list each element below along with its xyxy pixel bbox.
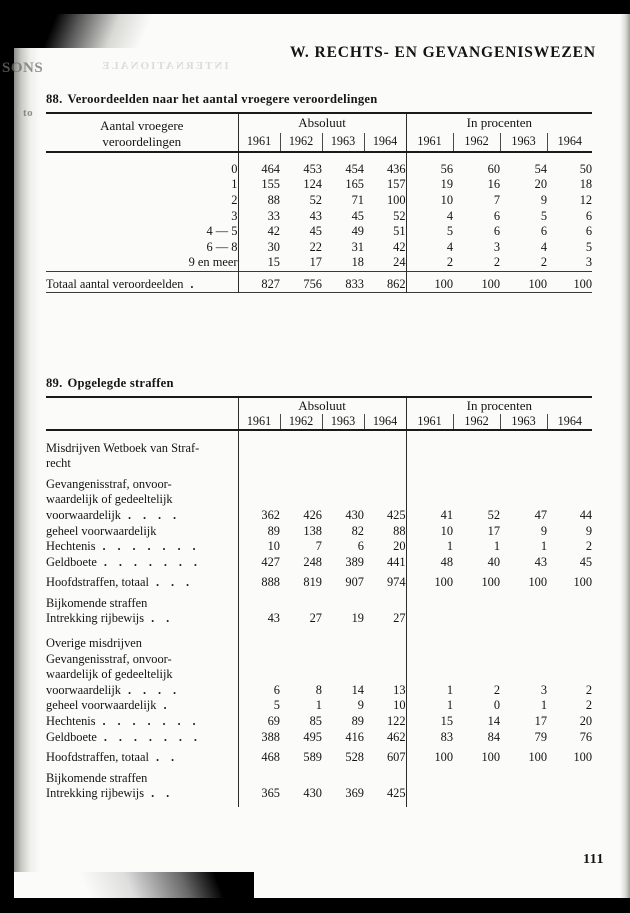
cell: 907 xyxy=(345,575,364,590)
spacer-row xyxy=(46,627,592,636)
cell: 19 xyxy=(406,177,453,193)
cell: 54 xyxy=(534,161,548,176)
cell: 833 xyxy=(345,276,364,291)
cell: 454 xyxy=(345,161,364,176)
table-88-caption xyxy=(46,92,598,107)
cell: 6 xyxy=(585,208,593,223)
table-row xyxy=(46,177,592,193)
cell: 4 xyxy=(406,239,453,255)
cell: 6 xyxy=(357,539,364,554)
cell: 607 xyxy=(386,750,406,765)
bleed-through-text-left-top: SONS xyxy=(2,60,44,76)
cell: 76 xyxy=(579,729,593,744)
table-89-year-abs-2: 1963 xyxy=(322,414,364,430)
table-88-block xyxy=(36,92,598,298)
cell: 9 xyxy=(540,192,548,207)
leader-dots: . . . xyxy=(156,575,194,590)
cell: 7 xyxy=(493,192,501,207)
cell: 464 xyxy=(238,162,280,178)
table-88-header-rule xyxy=(46,152,592,162)
cell: 8 xyxy=(315,682,322,697)
running-head: W. RECHTS- EN GEVANGENISWEZEN xyxy=(289,44,596,61)
leader-dots: . . . . . . . xyxy=(102,539,201,554)
cell: 20 xyxy=(534,177,548,192)
table-88-year-abs-0: 1961 xyxy=(238,133,280,152)
table-row xyxy=(46,492,592,508)
cell: 3 xyxy=(585,255,593,270)
cell: 22 xyxy=(309,239,322,254)
page-curve-top xyxy=(14,14,194,48)
s2-licence-label: Intrekking rijbewijs . . xyxy=(46,786,174,801)
page-right-edge xyxy=(620,14,630,898)
cell: 47 xyxy=(534,507,548,522)
cell: 6 xyxy=(493,224,501,239)
cell: 45 xyxy=(309,224,322,239)
cell: 0 xyxy=(493,698,501,713)
table-89-section2-head-row xyxy=(46,636,592,652)
cell: 1 xyxy=(406,539,453,555)
leader-dots: . . . . xyxy=(128,682,181,697)
cell: 100 xyxy=(573,276,593,291)
cell: 20 xyxy=(579,714,593,729)
table-88-row-label-6: 9 en meer xyxy=(188,255,238,270)
cell: 389 xyxy=(345,554,364,569)
cell: 819 xyxy=(303,575,322,590)
cell: 453 xyxy=(303,161,322,176)
table-row xyxy=(46,786,592,802)
s2-detention-label: Hechtenis . . . . . . . xyxy=(46,714,201,729)
cell: 6 xyxy=(493,208,501,223)
cell: 52 xyxy=(487,507,501,522)
cell: 79 xyxy=(534,729,548,744)
cell: 17 xyxy=(534,714,548,729)
table-row xyxy=(46,667,592,683)
s1-licence-label: Intrekking rijbewijs . . xyxy=(46,611,174,626)
cell: 2 xyxy=(540,255,548,270)
table-89-section2-head: Overige misdrijven xyxy=(46,636,143,651)
cell: 3 xyxy=(493,239,501,254)
cell: 416 xyxy=(345,729,364,744)
cell: 43 xyxy=(534,554,548,569)
table-89-year-pct-1: 1962 xyxy=(453,414,500,430)
cell: 589 xyxy=(303,750,322,765)
cell: 44 xyxy=(579,507,593,522)
cell: 51 xyxy=(393,224,406,239)
cell: 88 xyxy=(238,193,280,209)
s1-prison-line2: waardelijk of gedeeltelijk xyxy=(46,492,173,507)
cell: 5 xyxy=(238,698,280,714)
cell: 365 xyxy=(238,786,280,802)
table-row xyxy=(46,193,592,209)
cell: 426 xyxy=(303,507,322,522)
cell: 12 xyxy=(579,192,593,207)
cell: 388 xyxy=(238,729,280,745)
bleed-through-header: INTERNATIONALE xyxy=(100,60,229,72)
cell: 1 xyxy=(406,683,453,699)
cell: 430 xyxy=(303,786,322,801)
cell: 2 xyxy=(493,682,501,697)
table-89-group-absolute: Absoluut xyxy=(238,397,406,414)
cell: 100 xyxy=(481,276,501,291)
table-88-row-label-3: 3 xyxy=(231,208,238,223)
leader-dots: . . xyxy=(151,611,174,626)
cell: 82 xyxy=(351,523,364,538)
cell: 48 xyxy=(406,554,453,570)
cell: 20 xyxy=(393,539,406,554)
cell: 974 xyxy=(386,575,406,590)
cell: 40 xyxy=(487,554,501,569)
cell: 14 xyxy=(351,682,364,697)
table-row xyxy=(46,554,592,570)
bleed-through-text-left-mid: to xyxy=(23,107,34,119)
table-88-total-row xyxy=(46,277,592,293)
cell: 10 xyxy=(406,523,453,539)
leader-dots: . . xyxy=(156,750,179,765)
table-88-number: 88. xyxy=(46,92,63,106)
table-row xyxy=(46,698,592,714)
s2-suspended-label: geheel voorwaardelijk . xyxy=(46,698,171,713)
table-row xyxy=(46,714,592,730)
table-89-number: 89. xyxy=(46,376,63,391)
table-row xyxy=(46,729,592,745)
cell: 436 xyxy=(386,161,406,176)
cell: 100 xyxy=(573,575,593,590)
cell: 6 xyxy=(238,683,280,699)
cell: 10 xyxy=(406,193,453,209)
cell: 85 xyxy=(309,714,322,729)
table-89-year-abs-3: 1964 xyxy=(364,414,406,430)
s1-detention-label: Hechtenis . . . . . . . xyxy=(46,539,201,554)
cell: 49 xyxy=(351,224,364,239)
cell: 24 xyxy=(393,255,406,270)
cell: 50 xyxy=(579,161,593,176)
s1-prison-line1: Gevangenisstraf, onvoor- xyxy=(46,476,172,491)
table-row xyxy=(46,239,592,255)
cell: 15 xyxy=(238,255,280,271)
table-89-bottom-rule xyxy=(46,802,592,807)
cell: 60 xyxy=(487,161,501,176)
table-89-group-header-row xyxy=(46,397,592,414)
cell: 84 xyxy=(487,729,501,744)
cell: 1 xyxy=(540,698,548,713)
s1-fine-label: Geldboete . . . . . . . xyxy=(46,554,202,569)
cell: 7 xyxy=(315,539,322,554)
cell: 10 xyxy=(393,698,406,713)
cell: 4 xyxy=(540,239,548,254)
cell: 362 xyxy=(238,508,280,524)
table-row xyxy=(46,523,592,539)
cell: 157 xyxy=(386,177,406,192)
cell: 2 xyxy=(585,698,593,713)
leader-dots: . . xyxy=(151,786,174,801)
table-89-year-pct-3: 1964 xyxy=(547,414,592,430)
table-88-stub-header-line2: veroordelingen xyxy=(102,134,182,150)
s1-prison-line3: voorwaardelijk . . . . xyxy=(46,507,181,522)
cell: 1 xyxy=(493,539,501,554)
cell: 862 xyxy=(386,276,406,291)
table-88-title: Veroordeelden naar het aantal vroegere veroordelingen xyxy=(67,92,378,106)
s1-total-row xyxy=(46,575,592,591)
table-88-year-pct-2: 1963 xyxy=(500,133,547,152)
cell: 100 xyxy=(573,750,593,765)
table-88-row-label-2: 2 xyxy=(231,192,238,207)
cell: 248 xyxy=(303,554,322,569)
s2-total-label: Hoofdstraffen, totaal . . xyxy=(46,750,179,765)
cell: 30 xyxy=(238,239,280,255)
cell: 4 xyxy=(406,208,453,224)
cell: 83 xyxy=(406,729,453,745)
s1-total-label: Hoofdstraffen, totaal . . . xyxy=(46,575,194,590)
leader-dots: . xyxy=(163,698,171,713)
s2-extra-head: Bijkomende straffen xyxy=(46,770,148,785)
leader-dots: . . . . xyxy=(128,507,181,522)
table-row xyxy=(46,508,592,524)
table-88-group-percent: In procenten xyxy=(406,113,592,133)
cell: 155 xyxy=(238,177,280,193)
table-89-year-abs-0: 1961 xyxy=(238,414,280,430)
table-89-section1-head-line1: Misdrijven Wetboek van Straf- xyxy=(46,440,200,455)
table-88-year-abs-1: 1962 xyxy=(280,133,322,152)
leader-dots: . xyxy=(190,276,198,291)
s2-prison-line2: waardelijk of gedeeltelijk xyxy=(46,667,173,682)
table-row xyxy=(46,539,592,555)
cell: 19 xyxy=(351,611,364,626)
cell: 89 xyxy=(351,714,364,729)
cell: 441 xyxy=(386,554,406,569)
table-89-section1-head-line2: recht xyxy=(46,456,71,471)
table-88-row-label-1: 1 xyxy=(231,177,238,192)
scanned-page xyxy=(2,14,630,898)
cell: 1 xyxy=(315,698,322,713)
cell: 427 xyxy=(238,554,280,570)
cell: 52 xyxy=(309,192,322,207)
cell: 1 xyxy=(540,539,548,554)
page-curve-bottom xyxy=(14,872,254,898)
cell: 71 xyxy=(351,192,364,207)
cell: 43 xyxy=(309,208,322,223)
table-89-year-pct-0: 1961 xyxy=(406,414,453,430)
page-number: 111 xyxy=(583,852,604,867)
cell: 42 xyxy=(393,239,406,254)
cell: 9 xyxy=(357,698,364,713)
cell: 425 xyxy=(386,786,406,801)
table-89-section1-head-row xyxy=(46,440,592,456)
table-row xyxy=(46,476,592,492)
table-89-year-abs-1: 1962 xyxy=(280,414,322,430)
table-89-section1-head-row2 xyxy=(46,456,592,472)
cell: 100 xyxy=(528,575,548,590)
cell: 2 xyxy=(585,539,593,554)
leader-dots: . . . . . . . xyxy=(102,714,201,729)
s2-fine-label: Geldboete . . . . . . . xyxy=(46,729,202,744)
cell: 14 xyxy=(487,714,501,729)
cell: 138 xyxy=(303,523,322,538)
table-row xyxy=(46,208,592,224)
s2-prison-line1: Gevangenisstraf, onvoor- xyxy=(46,651,172,666)
cell: 52 xyxy=(393,208,406,223)
cell: 756 xyxy=(303,276,322,291)
table-row xyxy=(46,611,592,627)
cell: 122 xyxy=(386,714,406,729)
cell: 9 xyxy=(585,523,593,538)
cell: 41 xyxy=(406,508,453,524)
cell: 13 xyxy=(393,682,406,697)
table-89-header-rule xyxy=(46,430,592,440)
cell: 43 xyxy=(238,611,280,627)
cell: 100 xyxy=(406,750,453,766)
table-89-year-pct-2: 1963 xyxy=(500,414,547,430)
cell: 3 xyxy=(540,682,548,697)
cell: 100 xyxy=(528,276,548,291)
cell: 124 xyxy=(303,177,322,192)
cell: 16 xyxy=(487,177,501,192)
cell: 2 xyxy=(493,255,501,270)
table-88-year-abs-2: 1963 xyxy=(322,133,364,152)
table-88-bottom-rule xyxy=(46,293,592,299)
table-88 xyxy=(46,112,592,298)
table-row xyxy=(46,224,592,240)
table-row xyxy=(46,596,592,612)
cell: 15 xyxy=(406,714,453,730)
table-88-total-label: Totaal aantal veroordeelden . xyxy=(46,276,198,291)
table-row xyxy=(46,683,592,699)
table-89 xyxy=(46,396,592,806)
cell: 10 xyxy=(238,539,280,555)
cell: 369 xyxy=(345,786,364,801)
cell: 2 xyxy=(585,682,593,697)
table-88-group-absolute: Absoluut xyxy=(238,113,406,133)
leader-dots: . . . . . . . xyxy=(103,554,202,569)
leader-dots: . . . . . . . xyxy=(103,729,202,744)
cell: 100 xyxy=(406,575,453,591)
table-88-group-header-row xyxy=(46,113,592,133)
cell: 1 xyxy=(406,698,453,714)
cell: 9 xyxy=(540,523,548,538)
cell: 430 xyxy=(345,507,364,522)
table-row xyxy=(46,255,592,271)
cell: 18 xyxy=(579,177,593,192)
cell: 18 xyxy=(351,255,364,270)
cell: 69 xyxy=(238,714,280,730)
cell: 100 xyxy=(528,750,548,765)
table-88-row-label-5: 6 — 8 xyxy=(206,239,238,254)
cell: 89 xyxy=(238,523,280,539)
table-88-stub-header-line1: Aantal vroegere xyxy=(100,118,184,133)
table-89-title: Opgelegde straffen xyxy=(67,376,174,391)
cell: 495 xyxy=(303,729,322,744)
cell: 165 xyxy=(345,177,364,192)
cell: 888 xyxy=(238,575,280,591)
cell: 45 xyxy=(351,208,364,223)
cell: 5 xyxy=(540,208,548,223)
cell: 17 xyxy=(487,523,501,538)
page-content xyxy=(36,44,598,817)
cell: 5 xyxy=(585,239,593,254)
cell: 6 xyxy=(585,224,593,239)
cell: 468 xyxy=(238,750,280,766)
cell: 827 xyxy=(238,277,280,293)
s1-suspended-label: geheel voorwaardelijk xyxy=(46,523,157,538)
s2-total-row xyxy=(46,750,592,766)
cell: 27 xyxy=(309,611,322,626)
cell: 31 xyxy=(351,239,364,254)
cell: 100 xyxy=(481,575,501,590)
cell: 88 xyxy=(393,523,406,538)
table-row xyxy=(46,771,592,787)
table-88-year-pct-0: 1961 xyxy=(406,133,453,152)
table-88-year-pct-3: 1964 xyxy=(547,133,592,152)
cell: 100 xyxy=(481,750,501,765)
cell: 528 xyxy=(345,750,364,765)
cell: 17 xyxy=(309,255,322,270)
cell: 425 xyxy=(386,507,406,522)
table-88-row-label-0: 0 xyxy=(231,161,238,176)
cell: 100 xyxy=(386,192,406,207)
table-89-caption xyxy=(46,376,598,391)
cell: 42 xyxy=(238,224,280,240)
cell: 45 xyxy=(579,554,593,569)
cell: 6 xyxy=(540,224,548,239)
cell: 5 xyxy=(406,224,453,240)
table-88-row-label-4: 4 — 5 xyxy=(206,224,238,239)
table-89-group-percent: In procenten xyxy=(406,397,592,414)
cell: 100 xyxy=(406,277,453,293)
cell: 27 xyxy=(393,611,406,626)
table-row xyxy=(46,162,592,178)
s1-extra-head: Bijkomende straffen xyxy=(46,595,148,610)
cell: 2 xyxy=(406,255,453,271)
s2-prison-line3: voorwaardelijk . . . . xyxy=(46,682,181,697)
cell: 56 xyxy=(406,162,453,178)
cell: 33 xyxy=(238,208,280,224)
table-row xyxy=(46,651,592,667)
table-88-year-abs-3: 1964 xyxy=(364,133,406,152)
cell: 462 xyxy=(386,729,406,744)
table-88-year-pct-1: 1962 xyxy=(453,133,500,152)
table-89-block xyxy=(36,376,598,806)
